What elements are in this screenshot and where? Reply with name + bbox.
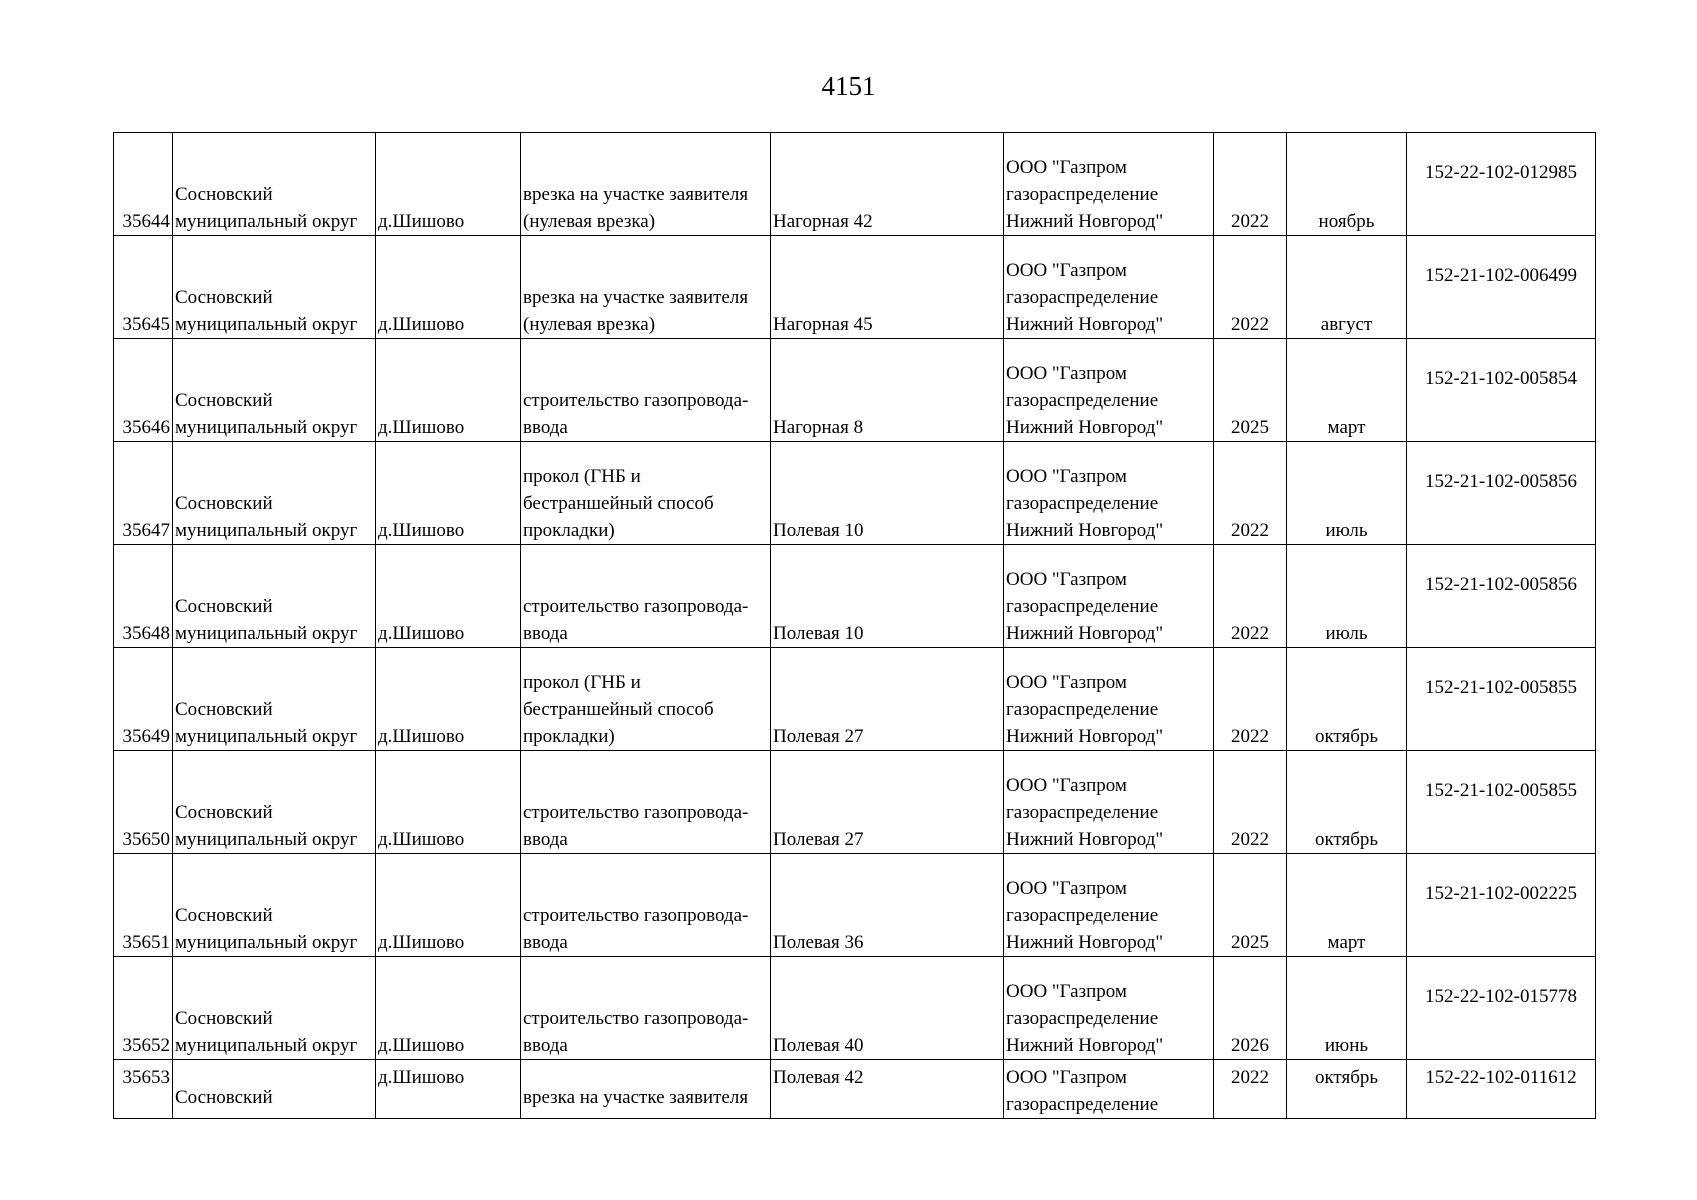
cell-code: 152-21-102-005855 (1407, 648, 1596, 751)
cell-organization-line: ООО "Газпром (1006, 363, 1127, 384)
table-row (114, 236, 1596, 339)
cell-code: 152-21-102-005856 (1407, 545, 1596, 648)
cell-district-line: Сосновский (175, 390, 273, 411)
cell-number: 35648 (114, 545, 173, 648)
cell-work-type-line: строительство газопровода- (523, 802, 749, 823)
cell-number: 35645 (114, 236, 173, 339)
cell-address: Нагорная 45 (771, 236, 1004, 339)
cell-organization-line: ООО "Газпром (1006, 1067, 1127, 1088)
cell-district (173, 545, 376, 648)
cell-organization-line: Нижний Новгород" (1006, 829, 1164, 850)
cell-district-line: Сосновский (175, 1087, 273, 1108)
cell-district-line: муниципальный округ (175, 520, 358, 541)
cell-organization-line: ООО "Газпром (1006, 981, 1127, 1002)
cell-code: 152-21-102-002225 (1407, 854, 1596, 957)
cell-work-type-line: (нулевая врезка) (523, 314, 656, 335)
table-row (114, 854, 1596, 957)
cell-year: 2022 (1214, 1060, 1287, 1119)
cell-month: июль (1287, 545, 1407, 648)
cell-work-type-line: прокладки) (523, 726, 615, 747)
cell-work-type-line: врезка на участке заявителя (523, 287, 749, 308)
cell-settlement: д.Шишово (376, 854, 521, 957)
cell-address: Полевая 10 (771, 442, 1004, 545)
cell-address: Полевая 42 (771, 1060, 1004, 1119)
cell-work-type-line: строительство газопровода- (523, 596, 749, 617)
registry-table-body (114, 133, 1596, 1119)
cell-organization-line: Нижний Новгород" (1006, 726, 1164, 747)
cell-district (173, 648, 376, 751)
cell-district-line: муниципальный округ (175, 726, 358, 747)
cell-work-type (521, 648, 771, 751)
cell-year: 2022 (1214, 236, 1287, 339)
cell-month: октябрь (1287, 751, 1407, 854)
cell-settlement: д.Шишово (376, 648, 521, 751)
cell-code: 152-22-102-011612 (1407, 1060, 1596, 1119)
cell-number: 35649 (114, 648, 173, 751)
cell-work-type (521, 236, 771, 339)
cell-organization (1004, 648, 1214, 751)
cell-number: 35644 (114, 133, 173, 236)
cell-code: 152-22-102-012985 (1407, 133, 1596, 236)
table-row (114, 648, 1596, 751)
table-row (114, 339, 1596, 442)
cell-code: 152-21-102-005854 (1407, 339, 1596, 442)
cell-district-line: Сосновский (175, 905, 273, 926)
cell-organization-line: Нижний Новгород" (1006, 314, 1164, 335)
cell-organization-line: Нижний Новгород" (1006, 1035, 1164, 1056)
cell-work-type (521, 339, 771, 442)
cell-work-type-line: ввода (523, 829, 568, 850)
cell-month: июль (1287, 442, 1407, 545)
cell-work-type (521, 133, 771, 236)
cell-organization-line: газораспределение (1006, 699, 1159, 720)
cell-address: Полевая 10 (771, 545, 1004, 648)
cell-organization (1004, 751, 1214, 854)
cell-work-type (521, 957, 771, 1060)
cell-number: 35646 (114, 339, 173, 442)
cell-work-type (521, 1060, 771, 1119)
cell-number: 35653 (114, 1060, 173, 1119)
cell-district (173, 751, 376, 854)
registry-table (113, 132, 1596, 1119)
cell-work-type-line: (нулевая врезка) (523, 211, 656, 232)
cell-organization-line: ООО "Газпром (1006, 466, 1127, 487)
cell-district (173, 339, 376, 442)
cell-work-type-line: прокол (ГНБ и (523, 466, 641, 487)
cell-organization (1004, 957, 1214, 1060)
cell-work-type-line: бестраншейный способ (523, 493, 714, 514)
cell-district-line: муниципальный округ (175, 314, 358, 335)
cell-organization-line: газораспределение (1006, 905, 1159, 926)
cell-organization (1004, 133, 1214, 236)
table-row (114, 957, 1596, 1060)
page-number: 4151 (821, 71, 876, 101)
cell-district-line: муниципальный округ (175, 932, 358, 953)
cell-year: 2022 (1214, 751, 1287, 854)
cell-organization-line: Нижний Новгород" (1006, 417, 1164, 438)
cell-work-type (521, 442, 771, 545)
cell-district-line: Сосновский (175, 184, 273, 205)
cell-work-type-line: бестраншейный способ (523, 699, 714, 720)
cell-code: 152-21-102-006499 (1407, 236, 1596, 339)
cell-month: июнь (1287, 957, 1407, 1060)
cell-year: 2025 (1214, 339, 1287, 442)
table-row (114, 133, 1596, 236)
cell-organization-line: газораспределение (1006, 802, 1159, 823)
cell-address: Нагорная 42 (771, 133, 1004, 236)
cell-number: 35650 (114, 751, 173, 854)
cell-number: 35652 (114, 957, 173, 1060)
cell-month: октябрь (1287, 1060, 1407, 1119)
cell-work-type-line: ввода (523, 623, 568, 644)
cell-year: 2022 (1214, 648, 1287, 751)
cell-organization-line: газораспределение (1006, 184, 1159, 205)
cell-work-type (521, 545, 771, 648)
table-row (114, 442, 1596, 545)
cell-organization-line: Нижний Новгород" (1006, 623, 1164, 644)
cell-work-type-line: прокол (ГНБ и (523, 672, 641, 693)
cell-organization-line: ООО "Газпром (1006, 775, 1127, 796)
cell-work-type-line: строительство газопровода- (523, 1008, 749, 1029)
cell-district (173, 133, 376, 236)
cell-organization (1004, 442, 1214, 545)
cell-district (173, 236, 376, 339)
cell-district-line: Сосновский (175, 287, 273, 308)
cell-organization-line: газораспределение (1006, 596, 1159, 617)
cell-settlement: д.Шишово (376, 236, 521, 339)
cell-organization-line: ООО "Газпром (1006, 569, 1127, 590)
cell-district (173, 957, 376, 1060)
cell-organization (1004, 339, 1214, 442)
cell-work-type-line: ввода (523, 932, 568, 953)
cell-organization-line: Нижний Новгород" (1006, 932, 1164, 953)
cell-organization (1004, 1060, 1214, 1119)
cell-address: Полевая 27 (771, 648, 1004, 751)
cell-month: март (1287, 854, 1407, 957)
cell-organization-line: Нижний Новгород" (1006, 211, 1164, 232)
cell-organization-line: газораспределение (1006, 493, 1159, 514)
table-row (114, 1060, 1596, 1119)
cell-district-line: Сосновский (175, 493, 273, 514)
cell-organization-line: газораспределение (1006, 1094, 1159, 1115)
cell-settlement: д.Шишово (376, 957, 521, 1060)
cell-organization (1004, 236, 1214, 339)
cell-work-type-line: прокладки) (523, 520, 615, 541)
cell-address: Полевая 40 (771, 957, 1004, 1060)
cell-year: 2025 (1214, 854, 1287, 957)
cell-code: 152-21-102-005855 (1407, 751, 1596, 854)
table-row (114, 751, 1596, 854)
cell-district-line: муниципальный округ (175, 623, 358, 644)
table-row (114, 545, 1596, 648)
cell-code: 152-21-102-005856 (1407, 442, 1596, 545)
cell-district (173, 854, 376, 957)
cell-month: март (1287, 339, 1407, 442)
cell-organization-line: ООО "Газпром (1006, 157, 1127, 178)
cell-district-line: муниципальный округ (175, 211, 358, 232)
cell-work-type-line: ввода (523, 1035, 568, 1056)
cell-month: октябрь (1287, 648, 1407, 751)
cell-number: 35651 (114, 854, 173, 957)
cell-district (173, 442, 376, 545)
cell-year: 2022 (1214, 442, 1287, 545)
cell-work-type-line: врезка на участке заявителя (523, 1087, 749, 1108)
cell-work-type-line: ввода (523, 417, 568, 438)
cell-district-line: Сосновский (175, 802, 273, 823)
cell-work-type-line: врезка на участке заявителя (523, 184, 749, 205)
cell-organization (1004, 854, 1214, 957)
cell-year: 2022 (1214, 133, 1287, 236)
cell-settlement: д.Шишово (376, 545, 521, 648)
cell-work-type-line: строительство газопровода- (523, 390, 749, 411)
cell-month: август (1287, 236, 1407, 339)
cell-organization-line: ООО "Газпром (1006, 672, 1127, 693)
cell-district (173, 1060, 376, 1119)
cell-year: 2026 (1214, 957, 1287, 1060)
cell-organization-line: газораспределение (1006, 287, 1159, 308)
cell-month: ноябрь (1287, 133, 1407, 236)
cell-organization-line: газораспределение (1006, 1008, 1159, 1029)
cell-organization-line: ООО "Газпром (1006, 878, 1127, 899)
cell-code: 152-22-102-015778 (1407, 957, 1596, 1060)
cell-settlement: д.Шишово (376, 339, 521, 442)
cell-settlement: д.Шишово (376, 1060, 521, 1119)
cell-district-line: Сосновский (175, 596, 273, 617)
cell-settlement: д.Шишово (376, 751, 521, 854)
cell-work-type (521, 854, 771, 957)
cell-address: Нагорная 8 (771, 339, 1004, 442)
cell-organization-line: Нижний Новгород" (1006, 520, 1164, 541)
cell-district-line: Сосновский (175, 699, 273, 720)
cell-district-line: муниципальный округ (175, 829, 358, 850)
cell-organization (1004, 545, 1214, 648)
cell-district-line: муниципальный округ (175, 1035, 358, 1056)
cell-settlement: д.Шишово (376, 442, 521, 545)
cell-work-type-line: строительство газопровода- (523, 905, 749, 926)
cell-district-line: муниципальный округ (175, 417, 358, 438)
cell-number: 35647 (114, 442, 173, 545)
cell-organization-line: газораспределение (1006, 390, 1159, 411)
cell-address: Полевая 36 (771, 854, 1004, 957)
cell-organization-line: ООО "Газпром (1006, 260, 1127, 281)
cell-address: Полевая 27 (771, 751, 1004, 854)
cell-work-type (521, 751, 771, 854)
cell-year: 2022 (1214, 545, 1287, 648)
cell-settlement: д.Шишово (376, 133, 521, 236)
cell-district-line: Сосновский (175, 1008, 273, 1029)
